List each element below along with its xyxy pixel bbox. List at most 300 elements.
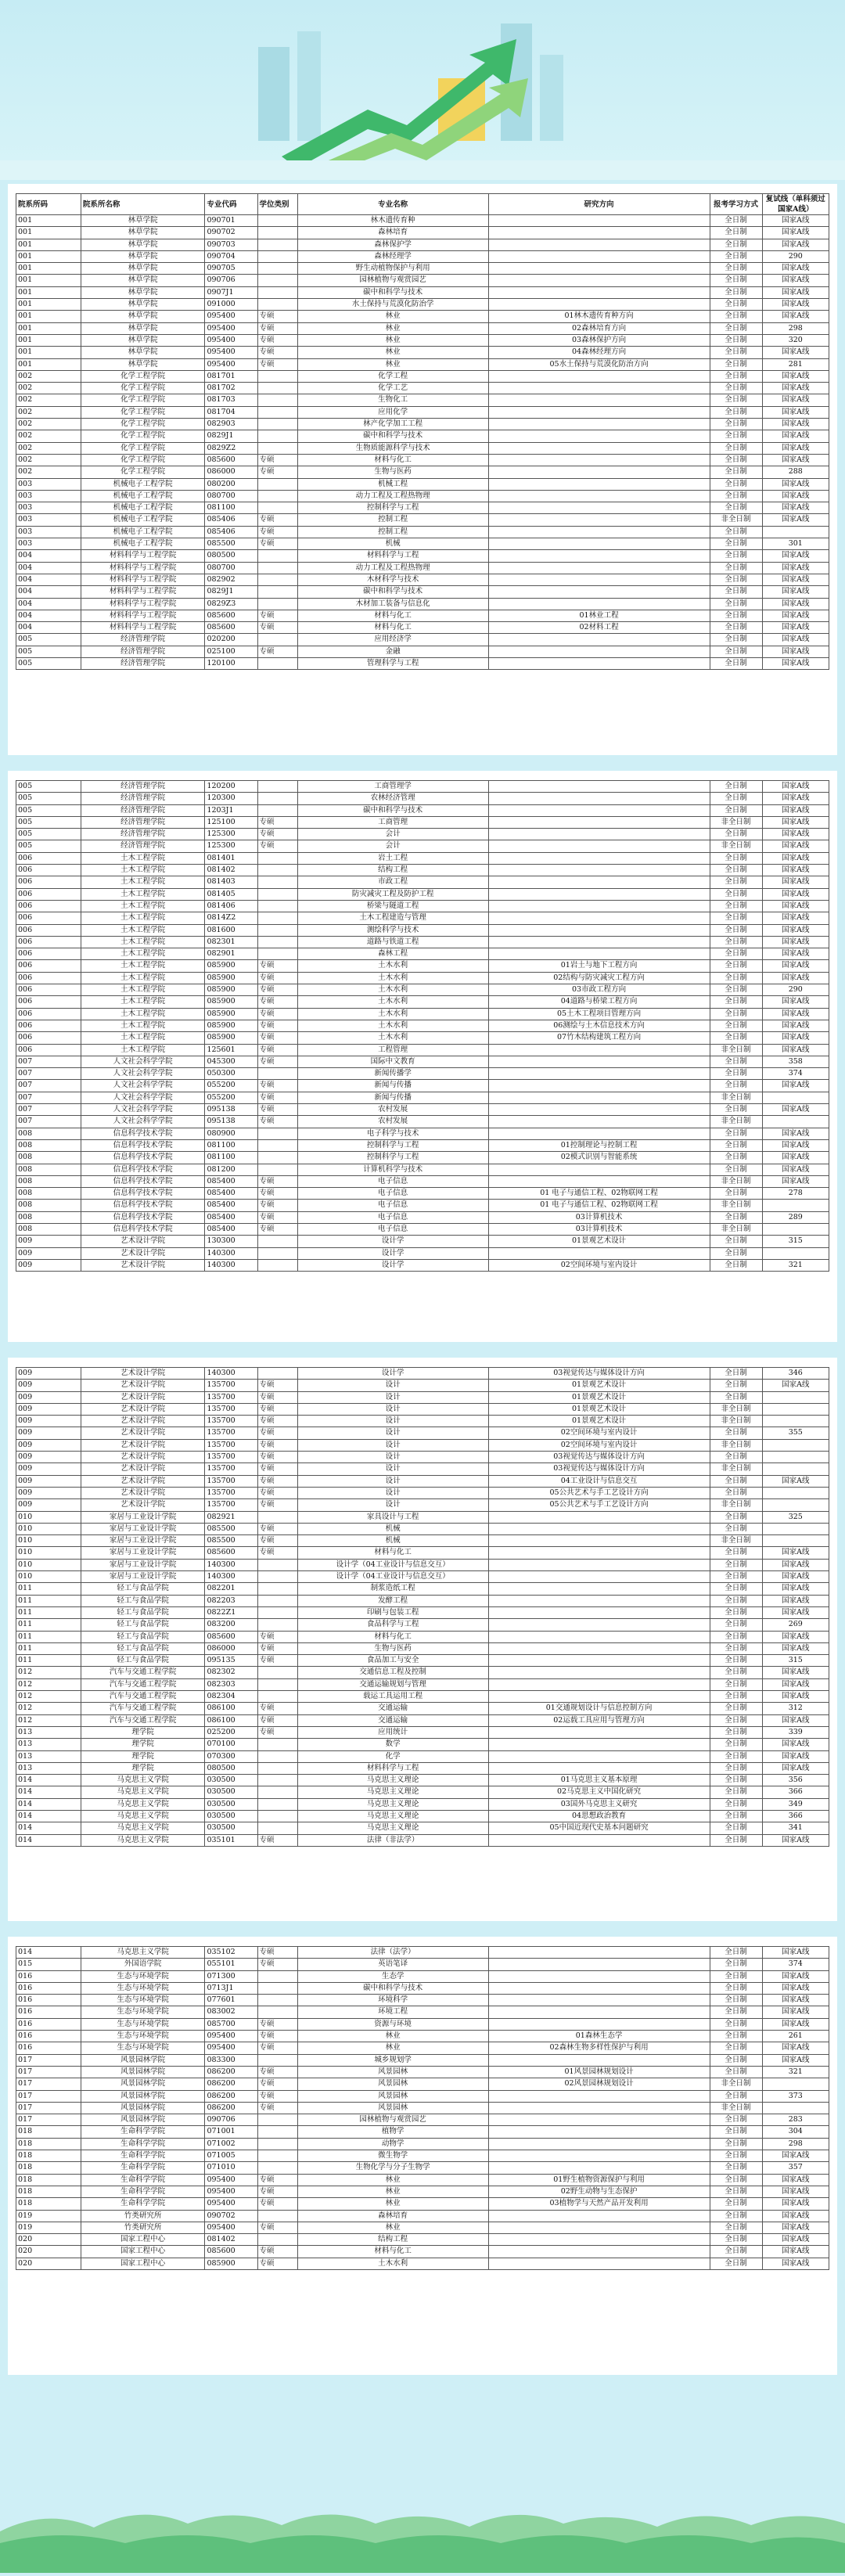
degree-type: 专硕 (257, 2018, 297, 2030)
table-row (16, 1959, 829, 1970)
dept-name: 土木工程学院 (81, 1044, 205, 1056)
research-direction (488, 646, 710, 657)
research-direction (488, 514, 710, 526)
major-code: 055200 (205, 1080, 257, 1092)
degree-type (257, 419, 297, 430)
table-row (16, 215, 829, 227)
degree-type: 专硕 (257, 514, 297, 526)
study-mode: 全日制 (710, 2054, 762, 2066)
major-code: 0829J1 (205, 586, 257, 598)
table-row (16, 2054, 829, 2066)
major-name: 马克思主义理论 (297, 1786, 488, 1798)
retest-line: 国家A线 (762, 1547, 829, 1559)
study-mode: 全日制 (710, 1619, 762, 1631)
study-mode: 全日制 (710, 1391, 762, 1403)
major-code: 055101 (205, 1959, 257, 1970)
degree-type (257, 1247, 297, 1259)
dept-name: 林草学院 (81, 347, 205, 358)
degree-type (257, 1606, 297, 1618)
study-mode: 全日制 (710, 490, 762, 502)
major-code: 081406 (205, 900, 257, 912)
study-mode: 全日制 (710, 406, 762, 418)
study-mode: 全日制 (710, 1606, 762, 1618)
study-mode: 全日制 (710, 1008, 762, 1020)
major-name: 林业 (297, 334, 488, 346)
major-code: 081100 (205, 1139, 257, 1151)
dept-code: 018 (16, 2162, 81, 2174)
degree-type: 专硕 (257, 1631, 297, 1642)
study-mode: 非全日制 (710, 1416, 762, 1427)
retest-line: 国家A线 (762, 657, 829, 669)
dept-name: 人文社会科学学院 (81, 1104, 205, 1116)
major-code: 081703 (205, 394, 257, 406)
retest-line: 国家A线 (762, 622, 829, 634)
research-direction (488, 502, 710, 514)
table-row (16, 1691, 829, 1703)
dept-code: 006 (16, 912, 81, 924)
major-name: 土木水利 (297, 1008, 488, 1020)
major-name: 控制工程 (297, 526, 488, 538)
study-mode: 全日制 (710, 1786, 762, 1798)
dept-name: 经济管理学院 (81, 657, 205, 669)
dept-name: 信息科学技术学院 (81, 1164, 205, 1175)
dept-name: 信息科学技术学院 (81, 1188, 205, 1200)
major-code: 0829J1 (205, 430, 257, 442)
major-name: 土木水利 (297, 2258, 488, 2269)
major-name: 机械 (297, 1523, 488, 1534)
dept-name: 土木工程学院 (81, 972, 205, 984)
major-name: 材料与化工 (297, 2246, 488, 2258)
major-name: 资源与环境 (297, 2018, 488, 2030)
retest-line: 国家A线 (762, 924, 829, 936)
table-row (16, 1982, 829, 1994)
degree-type (257, 2126, 297, 2138)
retest-line: 国家A线 (762, 1008, 829, 1020)
table-row (16, 334, 829, 346)
retest-line: 312 (762, 1703, 829, 1714)
research-direction: 02野生动物与生态保护 (488, 2186, 710, 2197)
degree-type: 专硕 (257, 984, 297, 996)
research-direction (488, 2114, 710, 2126)
study-mode: 全日制 (710, 1139, 762, 1151)
dept-code: 004 (16, 586, 81, 598)
degree-type (257, 1152, 297, 1164)
dept-code: 016 (16, 1982, 81, 1994)
major-name: 机械工程 (297, 478, 488, 490)
retest-line: 国家A线 (762, 996, 829, 1008)
research-direction (488, 598, 710, 610)
major-code: 140300 (205, 1247, 257, 1259)
study-mode: 全日制 (710, 550, 762, 562)
major-code: 081401 (205, 852, 257, 864)
retest-line: 374 (762, 1068, 829, 1080)
study-mode: 全日制 (710, 1559, 762, 1570)
table-header-row (16, 194, 829, 215)
research-direction: 02风景园林规划设计 (488, 2078, 710, 2090)
major-code: 086100 (205, 1703, 257, 1714)
dept-code: 001 (16, 263, 81, 275)
research-direction (488, 215, 710, 227)
retest-line: 国家A线 (762, 299, 829, 311)
dept-code: 002 (16, 406, 81, 418)
major-code: 085400 (205, 1175, 257, 1187)
dept-name: 轻工与食品学院 (81, 1606, 205, 1618)
study-mode: 全日制 (710, 1762, 762, 1774)
retest-line: 国家A线 (762, 562, 829, 574)
dept-code: 004 (16, 550, 81, 562)
table-row (16, 781, 829, 793)
dept-code: 005 (16, 840, 81, 852)
major-code: 081704 (205, 406, 257, 418)
dept-name: 艺术设计学院 (81, 1391, 205, 1403)
major-name: 材料与化工 (297, 622, 488, 634)
dept-name: 林草学院 (81, 358, 205, 370)
dept-code: 006 (16, 888, 81, 900)
degree-type (257, 2138, 297, 2150)
dept-name: 汽车与交通工程学院 (81, 1703, 205, 1714)
research-direction (488, 1175, 710, 1187)
research-direction (488, 2018, 710, 2030)
dept-code: 005 (16, 634, 81, 646)
degree-type (257, 1750, 297, 1762)
research-direction (488, 227, 710, 239)
major-name: 工商管理 (297, 816, 488, 828)
retest-line: 325 (762, 1511, 829, 1523)
major-code: 045300 (205, 1056, 257, 1067)
dept-code: 008 (16, 1164, 81, 1175)
major-code: 082303 (205, 1678, 257, 1690)
retest-line (762, 1499, 829, 1511)
dept-code: 002 (16, 383, 81, 394)
research-direction (488, 239, 710, 250)
research-direction (488, 1571, 710, 1583)
dept-code: 006 (16, 984, 81, 996)
dept-name: 材料科学与工程学院 (81, 622, 205, 634)
study-mode: 全日制 (710, 2114, 762, 2126)
table-row (16, 1750, 829, 1762)
study-mode: 全日制 (710, 2234, 762, 2246)
dept-name: 土木工程学院 (81, 960, 205, 972)
study-mode: 全日制 (710, 1834, 762, 1846)
study-mode: 全日制 (710, 286, 762, 298)
dept-name: 理学院 (81, 1739, 205, 1750)
major-name: 法律（法学） (297, 1947, 488, 1959)
major-name: 电子信息 (297, 1188, 488, 1200)
degree-type: 专硕 (257, 1439, 297, 1451)
retest-line: 国家A线 (762, 2186, 829, 2197)
major-name: 设计学（04工业设计与信息交互） (297, 1571, 488, 1583)
table-row (16, 912, 829, 924)
dept-name: 化学工程学院 (81, 383, 205, 394)
study-mode: 非全日制 (710, 1463, 762, 1475)
study-mode: 全日制 (710, 2162, 762, 2174)
major-code: 082921 (205, 1511, 257, 1523)
study-mode: 全日制 (710, 1982, 762, 1994)
major-name: 机械 (297, 538, 488, 550)
retest-line: 国家A线 (762, 574, 829, 585)
major-code: 095400 (205, 2186, 257, 2197)
retest-line: 国家A线 (762, 1175, 829, 1187)
retest-line: 国家A线 (762, 454, 829, 466)
study-mode: 全日制 (710, 646, 762, 657)
dept-name: 马克思主义学院 (81, 1775, 205, 1786)
study-mode: 全日制 (710, 1739, 762, 1750)
table-row (16, 1762, 829, 1774)
major-name: 材料与化工 (297, 1547, 488, 1559)
dept-code: 001 (16, 299, 81, 311)
dept-code: 011 (16, 1655, 81, 1667)
degree-type: 专硕 (257, 1116, 297, 1128)
retest-line: 321 (762, 2066, 829, 2078)
major-name: 林木遗传育种 (297, 215, 488, 227)
degree-type (257, 1970, 297, 1982)
header-research-direction: 研究方向 (488, 194, 710, 215)
research-direction (488, 275, 710, 286)
degree-type: 专硕 (257, 2186, 297, 2197)
major-name: 林业 (297, 358, 488, 370)
major-code: 071002 (205, 2138, 257, 2150)
retest-line: 国家A线 (762, 972, 829, 984)
research-direction (488, 781, 710, 793)
major-name: 化学 (297, 1750, 488, 1762)
retest-line: 346 (762, 1368, 829, 1380)
study-mode: 全日制 (710, 1056, 762, 1067)
major-code: 135700 (205, 1427, 257, 1439)
table-row (16, 1619, 829, 1631)
research-direction: 01林木遗传育种方向 (488, 311, 710, 322)
major-code: 135700 (205, 1487, 257, 1498)
dept-code: 009 (16, 1391, 81, 1403)
major-name: 材料与化工 (297, 610, 488, 621)
study-mode: 全日制 (710, 972, 762, 984)
degree-type: 专硕 (257, 829, 297, 840)
table-row (16, 840, 829, 852)
study-mode: 全日制 (710, 936, 762, 948)
research-direction (488, 1104, 710, 1116)
research-direction: 02空间环境与室内设计 (488, 1439, 710, 1451)
dept-code: 008 (16, 1139, 81, 1151)
research-direction (488, 1726, 710, 1738)
retest-line: 国家A线 (762, 1691, 829, 1703)
dept-name: 马克思主义学院 (81, 1822, 205, 1834)
dept-name: 汽车与交通工程学院 (81, 1691, 205, 1703)
dept-name: 经济管理学院 (81, 840, 205, 852)
research-direction (488, 804, 710, 816)
dept-name: 轻工与食品学院 (81, 1655, 205, 1667)
study-mode: 全日制 (710, 1452, 762, 1463)
study-mode: 全日制 (710, 793, 762, 804)
dept-code: 003 (16, 538, 81, 550)
major-name: 印刷与包装工程 (297, 1606, 488, 1618)
table-row (16, 1200, 829, 1211)
dept-name: 家居与工业设计学院 (81, 1523, 205, 1534)
retest-line (762, 1403, 829, 1415)
retest-line: 349 (762, 1798, 829, 1810)
retest-line (762, 1439, 829, 1451)
dept-name: 风景园林学院 (81, 2054, 205, 2066)
table-row (16, 526, 829, 538)
dept-code: 018 (16, 2150, 81, 2162)
research-direction (488, 865, 710, 876)
retest-line: 国家A线 (762, 1970, 829, 1982)
major-name: 材料与化工 (297, 1631, 488, 1642)
table-row (16, 2090, 829, 2102)
research-direction (488, 1959, 710, 1970)
retest-line: 国家A线 (762, 840, 829, 852)
dept-code: 008 (16, 1188, 81, 1200)
major-name: 新闻传播学 (297, 1068, 488, 1080)
major-name: 生物与医药 (297, 1642, 488, 1654)
research-direction (488, 1535, 710, 1547)
study-mode: 全日制 (710, 622, 762, 634)
retest-line: 国家A线 (762, 1032, 829, 1044)
retest-line: 国家A线 (762, 781, 829, 793)
degree-type: 专硕 (257, 2258, 297, 2269)
research-direction (488, 406, 710, 418)
degree-type: 专硕 (257, 538, 297, 550)
degree-type: 专硕 (257, 1642, 297, 1654)
major-name: 道路与铁道工程 (297, 936, 488, 948)
retest-line: 国家A线 (762, 1152, 829, 1164)
research-direction: 01交通规划设计与信息控制方向 (488, 1703, 710, 1714)
major-code: 085400 (205, 1200, 257, 1211)
dept-code: 001 (16, 250, 81, 262)
study-mode: 全日制 (710, 1032, 762, 1044)
dept-name: 土木工程学院 (81, 1020, 205, 1031)
research-direction: 03森林保护方向 (488, 334, 710, 346)
dept-name: 轻工与食品学院 (81, 1642, 205, 1654)
degree-type (257, 865, 297, 876)
table-row (16, 1642, 829, 1654)
major-name: 土木水利 (297, 984, 488, 996)
dept-code: 001 (16, 239, 81, 250)
dept-code: 017 (16, 2054, 81, 2066)
dept-code: 006 (16, 996, 81, 1008)
major-code: 095400 (205, 2031, 257, 2042)
dept-code: 009 (16, 1439, 81, 1451)
study-mode: 全日制 (710, 1678, 762, 1690)
major-code: 082902 (205, 574, 257, 585)
dept-name: 生态与环境学院 (81, 1970, 205, 1982)
degree-type: 专硕 (257, 1044, 297, 1056)
study-mode: 全日制 (710, 2198, 762, 2210)
dept-code: 008 (16, 1128, 81, 1139)
research-direction (488, 1606, 710, 1618)
major-code: 095400 (205, 347, 257, 358)
dept-name: 生态与环境学院 (81, 2018, 205, 2030)
retest-line: 298 (762, 2138, 829, 2150)
dept-code: 010 (16, 1547, 81, 1559)
study-mode: 全日制 (710, 2090, 762, 2102)
major-name: 生物与医药 (297, 466, 488, 478)
table-row (16, 1139, 829, 1151)
dept-code: 006 (16, 865, 81, 876)
dept-code: 009 (16, 1487, 81, 1498)
major-code: 035101 (205, 1834, 257, 1846)
degree-type (257, 430, 297, 442)
major-code: 086200 (205, 2090, 257, 2102)
table-row (16, 1786, 829, 1798)
degree-type (257, 2162, 297, 2174)
study-mode: 全日制 (710, 948, 762, 960)
research-direction (488, 2234, 710, 2246)
research-direction (488, 1642, 710, 1654)
degree-type (257, 1810, 297, 1822)
study-mode: 全日制 (710, 1152, 762, 1164)
degree-type (257, 1583, 297, 1595)
dept-name: 化学工程学院 (81, 442, 205, 454)
dept-code: 004 (16, 598, 81, 610)
study-mode: 全日制 (710, 1511, 762, 1523)
major-name: 结构工程 (297, 2234, 488, 2246)
dept-name: 竹类研究所 (81, 2222, 205, 2233)
degree-type (257, 383, 297, 394)
study-mode: 全日制 (710, 1487, 762, 1498)
degree-type: 专硕 (257, 1188, 297, 1200)
dept-code: 005 (16, 646, 81, 657)
table-row (16, 2210, 829, 2222)
major-code: 082201 (205, 1583, 257, 1595)
dept-name: 国家工程中心 (81, 2246, 205, 2258)
study-mode: 全日制 (710, 311, 762, 322)
research-direction (488, 250, 710, 262)
study-mode: 全日制 (710, 1188, 762, 1200)
retest-line: 国家A线 (762, 2210, 829, 2222)
study-mode: 全日制 (710, 924, 762, 936)
major-code: 090703 (205, 239, 257, 250)
header-study-mode: 报考学习方式 (710, 194, 762, 215)
study-mode: 非全日制 (710, 514, 762, 526)
major-name: 林业 (297, 311, 488, 322)
dept-name: 生命科学学院 (81, 2162, 205, 2174)
table-row (16, 1714, 829, 1726)
research-direction (488, 912, 710, 924)
dept-code: 002 (16, 419, 81, 430)
header-dept-name: 院系所名称 (81, 194, 205, 215)
table-row (16, 1188, 829, 1200)
retest-line: 374 (762, 1959, 829, 1970)
table-row (16, 383, 829, 394)
dept-name: 机械电子工程学院 (81, 514, 205, 526)
table-row (16, 2042, 829, 2054)
major-code: 090706 (205, 2114, 257, 2126)
retest-line: 358 (762, 1056, 829, 1067)
major-code: 082903 (205, 419, 257, 430)
research-direction (488, 1750, 710, 1762)
table-row (16, 1403, 829, 1415)
retest-line (762, 1116, 829, 1128)
study-mode: 全日制 (710, 1810, 762, 1822)
study-mode: 全日制 (710, 804, 762, 816)
table-row (16, 286, 829, 298)
major-code: 095400 (205, 358, 257, 370)
major-name: 交通信息工程及控制 (297, 1667, 488, 1678)
major-code: 082203 (205, 1595, 257, 1606)
major-code: 083002 (205, 2006, 257, 2018)
table-row (16, 347, 829, 358)
research-direction: 03国外马克思主义研究 (488, 1798, 710, 1810)
major-code: 120300 (205, 793, 257, 804)
table-row (16, 2186, 829, 2197)
table-row (16, 1116, 829, 1128)
table-row (16, 622, 829, 634)
dept-code: 006 (16, 1032, 81, 1044)
research-direction (488, 1547, 710, 1559)
major-name: 环境科学 (297, 1995, 488, 2006)
dept-name: 经济管理学院 (81, 804, 205, 816)
dept-name: 艺术设计学院 (81, 1452, 205, 1463)
degree-type: 专硕 (257, 466, 297, 478)
